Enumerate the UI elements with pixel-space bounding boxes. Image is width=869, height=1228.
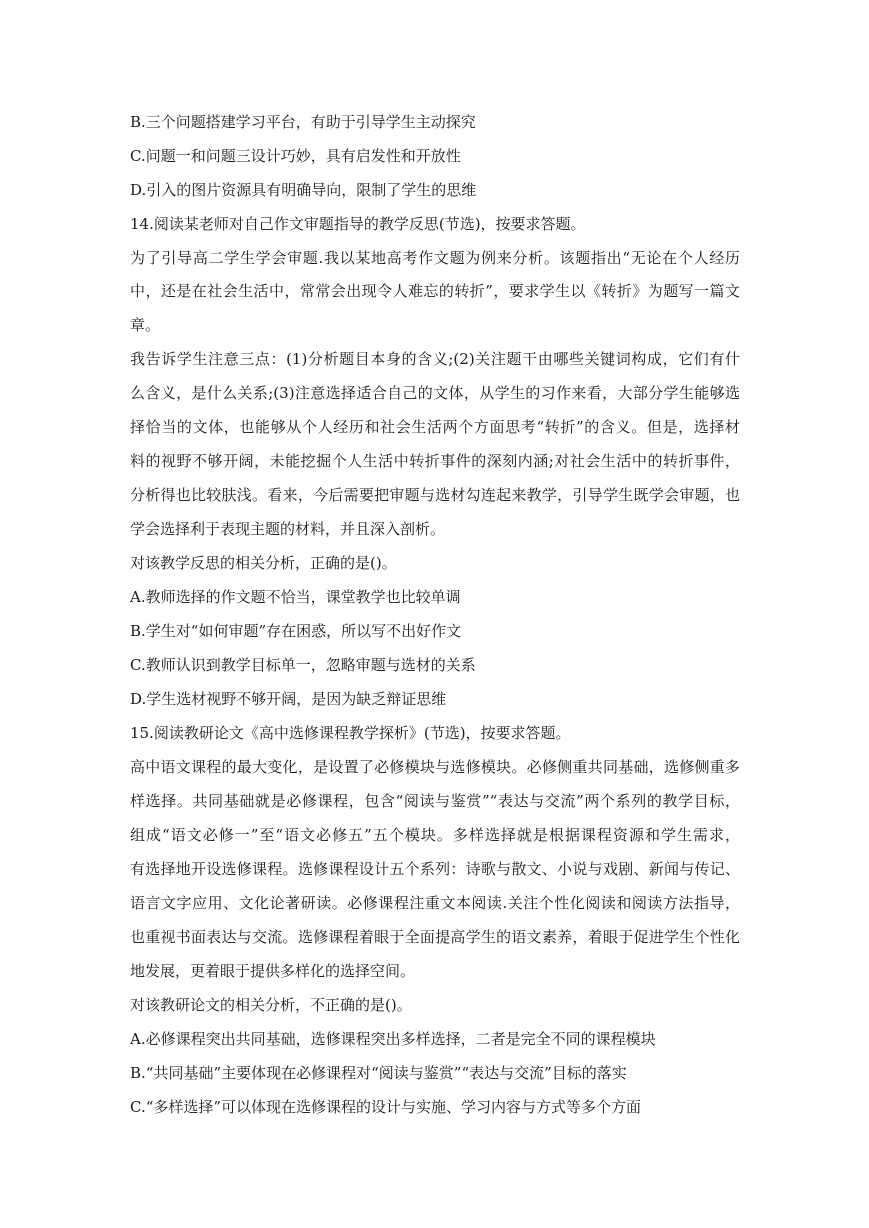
- option-14-d: D.学生选材视野不够开阔，是因为缺乏辩证思维: [130, 690, 447, 708]
- option-13-b: B.三个问题搭建学习平台，有助于引导学生主动探究: [130, 113, 476, 131]
- option-14-a: A.教师选择的作文题不恰当，课堂教学也比较单调: [130, 588, 461, 606]
- passage-15-line: 语言文字应用、文化论著研读。必修课程注重文本阅读.关注个性化阅读和阅读方法指导，: [130, 894, 740, 912]
- option-15-c: C.“多样选择”可以体现在选修课程的设计与实施、学习内容与方式等多个方面: [130, 1098, 642, 1116]
- passage-14-line: 择恰当的文体，也能够从个人经历和社会生活两个方面思考“转折”的含义。但是，选择材: [130, 418, 740, 436]
- passage-15-line: 样选择。共同基础就是必修课程，包含“阅读与鉴赏”“表达与交流”两个系列的教学目标，: [130, 792, 740, 810]
- passage-15-line: 高中语文课程的最大变化，是设置了必修模块与选修模块。必修侧重共同基础，选修侧重多: [130, 758, 740, 776]
- question-15-stem: 15.阅读教研论文《高中选修课程教学探析》(节选)，按要求答题。: [130, 724, 571, 742]
- option-13-d: D.引入的图片资源具有明确导向，限制了学生的思维: [130, 181, 477, 199]
- option-15-b: B.“共同基础”主要体现在必修课程对“阅读与鉴赏”“表达与交流”目标的落实: [130, 1064, 627, 1082]
- passage-15-line: 地发展，更着眼于提供多样化的选择空间。: [130, 962, 416, 980]
- question-14-prompt: 对该教学反思的相关分析，正确的是()。: [130, 554, 397, 572]
- passage-14-line: 为了引导高二学生学会审题.我以某地高考作文题为例来分析。该题指出“无论在个人经历: [130, 249, 740, 267]
- option-15-a: A.必修课程突出共同基础，选修课程突出多样选择，二者是完全不同的课程模块: [130, 1030, 656, 1048]
- passage-15-line: 也重视书面表达与交流。选修课程着眼于全面提高学生的语文素养，着眼于促进学生个性化: [130, 928, 740, 946]
- passage-14-line: 料的视野不够开阔，未能挖掘个人生活中转折事件的深刻内涵;对社会生活中的转折事件，: [130, 452, 740, 470]
- option-13-c: C.问题一和问题三设计巧妙，具有启发性和开放性: [130, 147, 461, 165]
- question-15-prompt: 对该教研论文的相关分析，不正确的是()。: [130, 996, 412, 1014]
- passage-14-line: 章。: [130, 316, 161, 334]
- passage-15-line: 组成“语文必修一”至“语文必修五”五个模块。多样选择就是根据课程资源和学生需求，: [130, 826, 740, 844]
- passage-14-line: 我告诉学生注意三点：(1)分析题目本身的含义;(2)关注题干由哪些关键词构成，它们有什: [130, 350, 740, 368]
- passage-14-line: 么含义，是什么关系;(3)注意选择适合自己的文体，从学生的习作来看，大部分学生能够选: [130, 384, 740, 402]
- passage-14-line: 分析得也比较肤浅。看来，今后需要把审题与选材勾连起来教学，引导学生既学会审题，也: [130, 486, 740, 504]
- passage-14-line: 中，还是在社会生活中，常常会出现令人难忘的转折”，要求学生以《转折》为题写一篇文: [130, 282, 740, 300]
- option-14-b: B.学生对“如何审题”存在困惑，所以写不出好作文: [130, 622, 462, 640]
- question-14-stem: 14.阅读某老师对自己作文审题指导的教学反思(节选)，按要求答题。: [130, 215, 586, 233]
- passage-14-line: 学会选择利于表现主题的材料，并且深入剖析。: [130, 520, 446, 538]
- option-14-c: C.教师认识到教学目标单一，忽略审题与选材的关系: [130, 656, 476, 674]
- passage-15-line: 有选择地开设选修课程。选修课程设计五个系列：诗歌与散文、小说与戏剧、新闻与传记、: [130, 860, 740, 878]
